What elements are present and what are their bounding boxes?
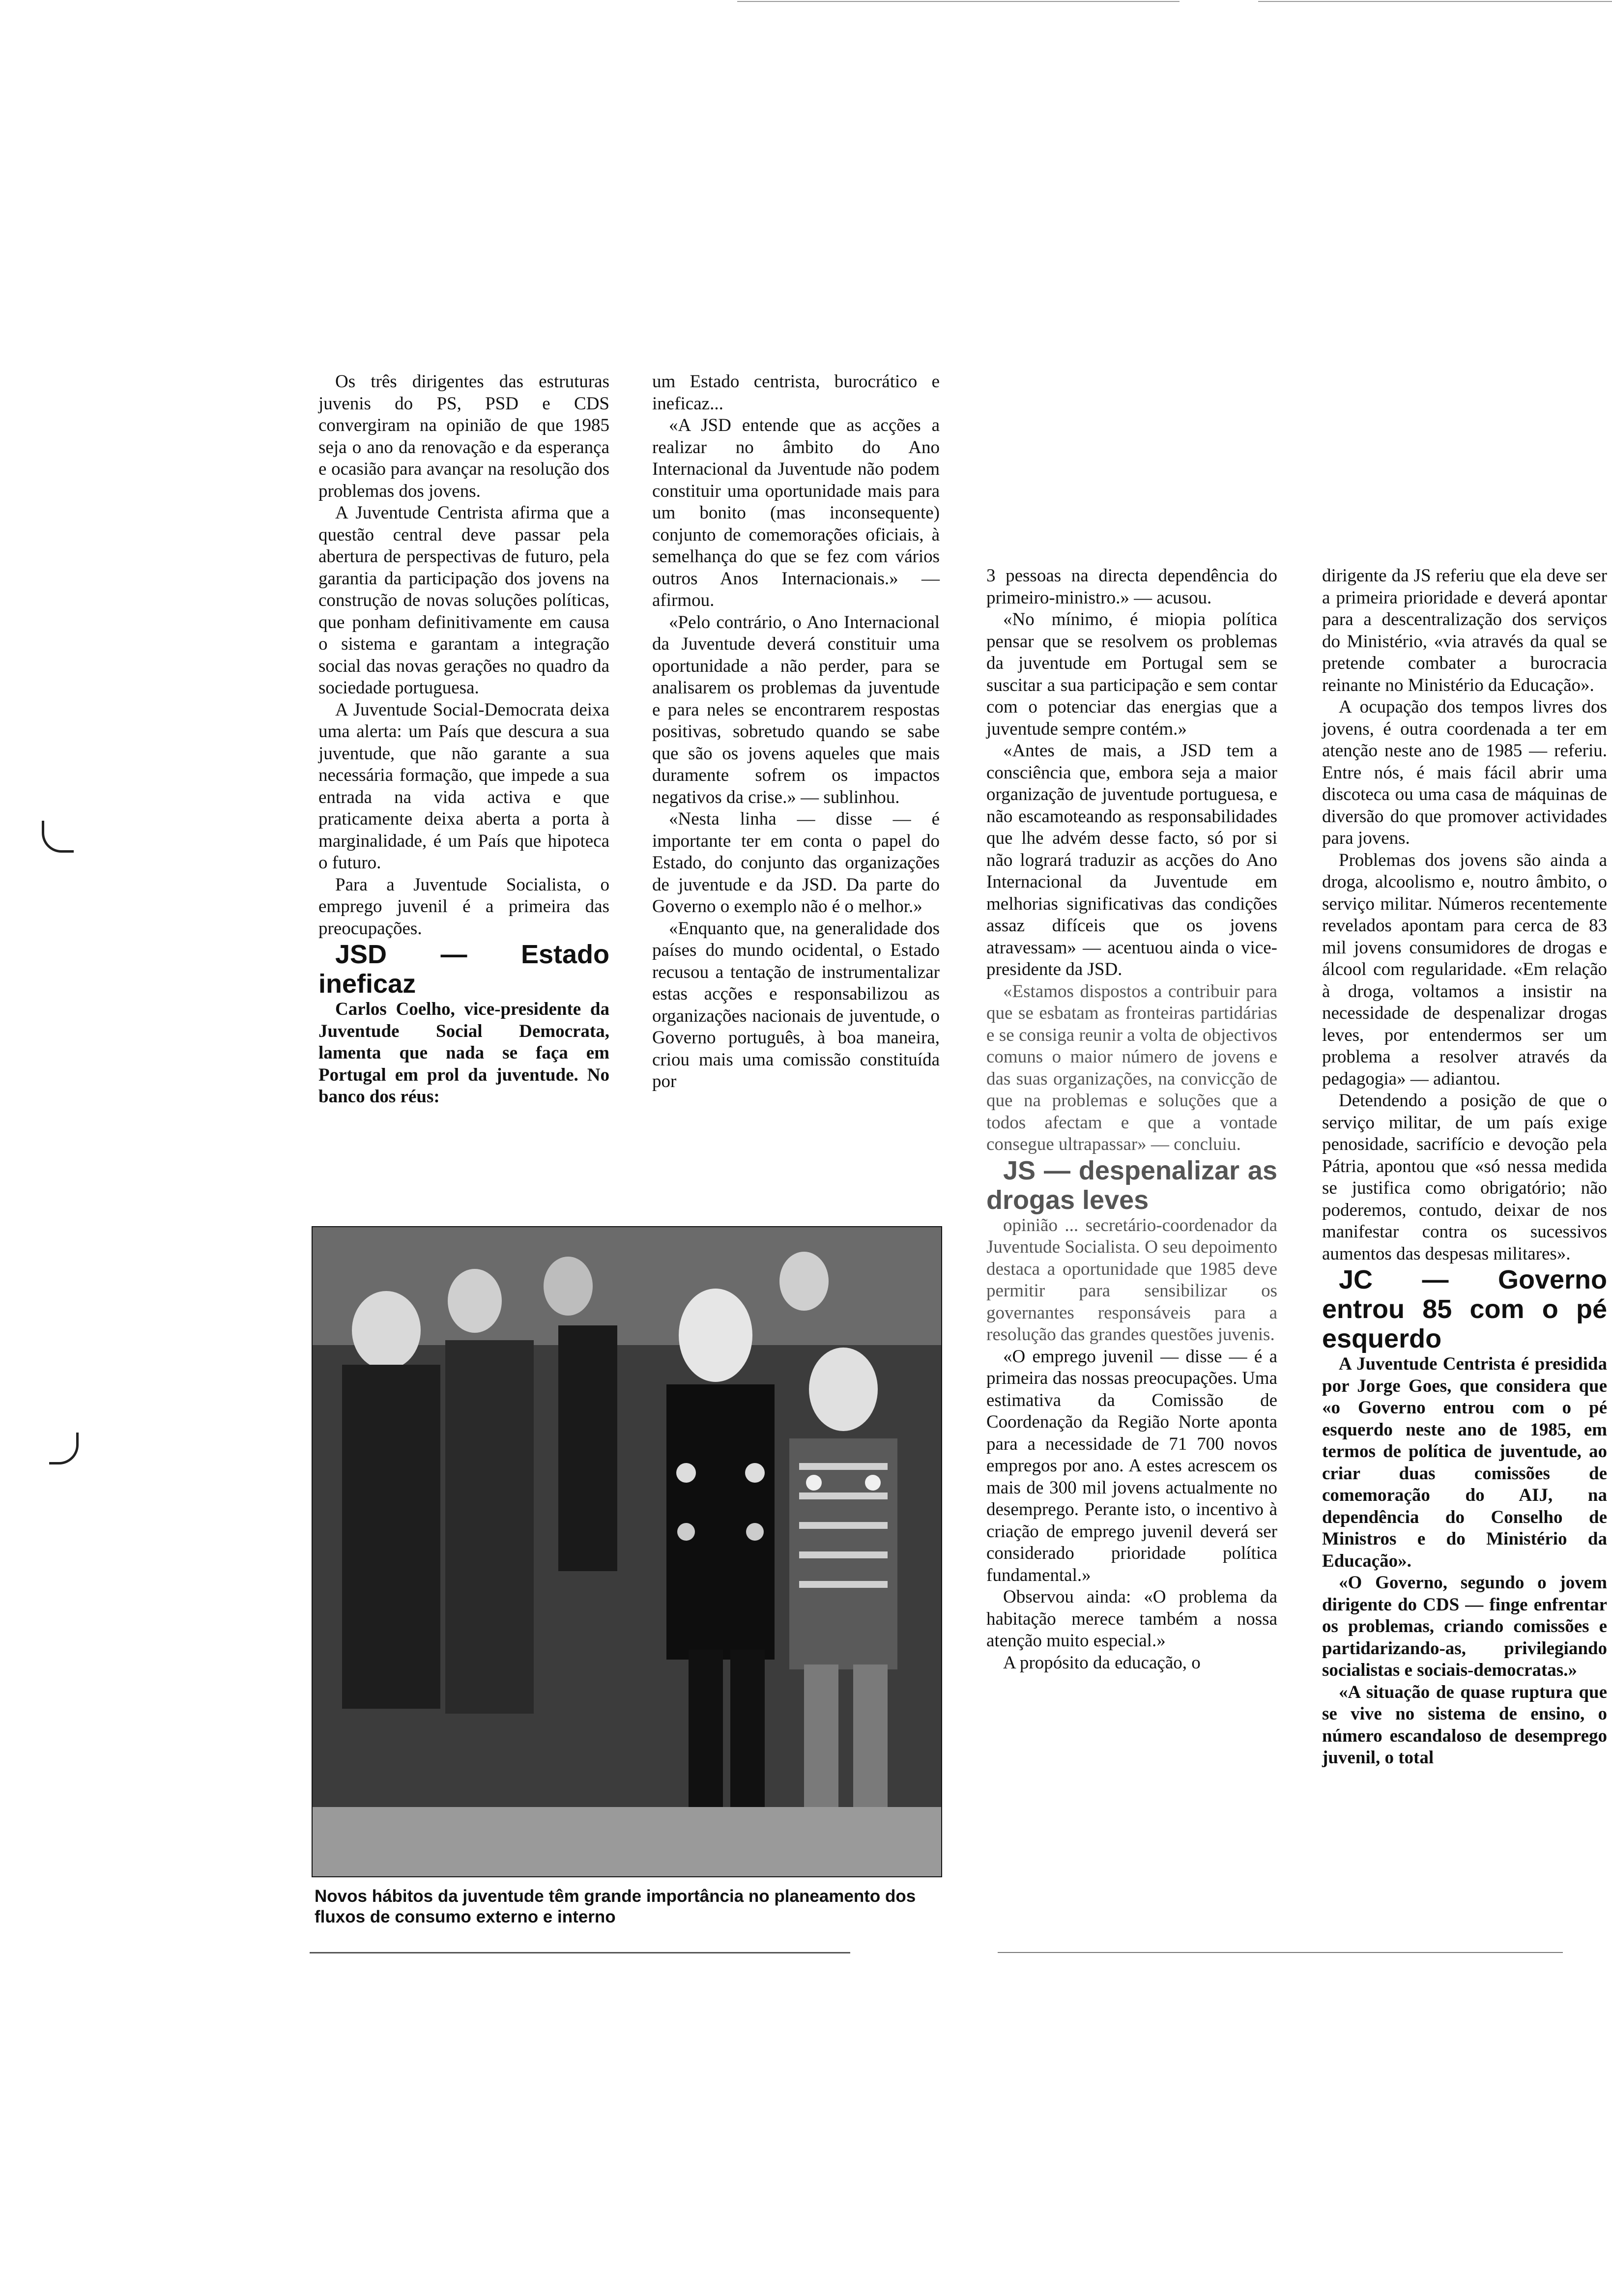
top-rule-right xyxy=(1258,1,1612,2)
column-3 xyxy=(986,565,1277,1674)
col3-paragraph-7: Observou ainda: «O problema da habitação merece também a nossa atenção muito especial.» xyxy=(986,1587,1277,1651)
punch-hole-mark-bottom xyxy=(49,1433,79,1464)
col1-paragraph-2: A Juventude Centrista afirma que a questão central deve passar pela abertura de perspectivas de futuro, pela garantia da participação dos jovens na construção de novas soluções políticas, que ponham definitivamente em causa o sistema e garantam a integração social das novas gerações no quadro da sociedade portuguesa. xyxy=(318,503,609,698)
col3-paragraph-8: A propósito da educação, o xyxy=(1003,1652,1201,1673)
col4-paragraph-6: «O Governo, segundo o jovem dirigente do CDS — finge enfrentar os problemas, criando comissões e partidarizando-as, privilegiando socialistas e sociais-democratas.» xyxy=(1322,1573,1607,1680)
col4-paragraph-2: A ocupação dos tempos livres dos jovens, é outra coordenada a ter em atenção neste ano de 1985 — referiu. Entre nós, é mais fácil abrir uma discoteca ou uma casa de máquinas de diversão do que promover actividades para jovens. xyxy=(1322,697,1607,848)
col3-paragraph-4: «Estamos dispostos a contribuir para que se esbatam as fronteiras partidárias e se consiga reunir a volta de objectivos comuns o maior número de jovens e das suas organizações, na convicção de que na problemas e soluções que a todos afectam e que a vontade consegue ultrapassar» — concluiu. xyxy=(986,981,1277,1154)
col3-paragraph-5: opinião ... secretário-coordenador da Juventude Socialista. O seu depoimento destaca a oportunidade que 1985 deve permitir para sensibilizar os governantes responsáveis para a resolução das grandes questões juvenis. xyxy=(986,1215,1277,1345)
col1-paragraph-4: Para a Juventude Socialista, o emprego juvenil é a primeira das preocupações. xyxy=(318,874,609,939)
col4-paragraph-4: Detendendo a posição de que o serviço militar, de um país exige penosidade, sacrifício e devoção pela Pátria, apontou que «só nessa medida se justifica como obrigatório; não poderemos, contudo, deixar de nos manifestar contra os sucessivos aumentos das despesas militares». xyxy=(1322,1091,1607,1264)
heading-jsd: JSD — Estado ineficaz xyxy=(318,940,609,999)
col4-paragraph-7: «A situação de quase ruptura que se vive no sistema de ensino, o número escandaloso de desemprego juvenil, o total xyxy=(1322,1682,1607,1768)
heading-jc: JC — Governo entrou 85 com o pé esquerdo xyxy=(1322,1265,1607,1353)
bottom-rule-left xyxy=(310,1952,850,1953)
photo-caption: Novos hábitos da juventude têm grande importância no planeamento dos fluxos de consumo externo e interno xyxy=(315,1887,916,1926)
photo-youth-group xyxy=(313,1227,942,1877)
heading-js: JS — despenalizar as drogas leves xyxy=(986,1155,1277,1215)
punch-hole-mark-top xyxy=(42,821,74,853)
top-rule-left xyxy=(737,1,1180,2)
column-4 xyxy=(1322,565,1607,1769)
col2-paragraph-3: «Pelo contrário, o Ano Internacional da Juventude deverá constituir uma oportunidade a não perder, para se analisarem os problemas da juventude e para neles se encontrarem respostas positivas, sobretudo quando se sabe que são os jovens aqueles que mais duramente sofrem os impactos negativos da crise.» — sublinhou. xyxy=(652,612,940,807)
col3-paragraph-3: «Antes de mais, a JSD tem a consciência que, embora seja a maior organização de juventude portuguesa, e não escamoteando as responsabilidades que lhe advém desse facto, só por si não logrará traduzir as acções do Ano Internacional da Juventude em melhorias significativas das condições assaz difíceis que os jovens atravessam» — acentuou ainda o vice-presidente da JSD. xyxy=(986,741,1277,979)
col4-paragraph-1: dirigente da JS referiu que ela deve ser a primeira prioridade e deverá apontar para a descentralização dos serviços do Ministério, «via através da qual se pretende combater a burocracia reinante no Ministério da Educação». xyxy=(1322,566,1607,695)
column-1 xyxy=(318,371,609,1108)
col4-paragraph-3: Problemas dos jovens são ainda a droga, alcoolismo e, noutro âmbito, o serviço militar. Números recentemente revelados apontam para cerca de 83 mil jovens consumidores de drogas e álcool com regularidade. «Em relação à droga, voltamos a insistir na necessidade de despenalizar drogas leves, por entendermos ser um problema a resolver através da pedagogia» — adiantou. xyxy=(1322,850,1607,1089)
col1-paragraph-5: Carlos Coelho, vice-presidente da Juventude Social Democrata, lamenta que nada se faça em Portugal em prol da juventude. No banco dos réus: xyxy=(318,999,609,1107)
col1-paragraph-1: Os três dirigentes das estruturas juvenis do PS, PSD e CDS convergiram na opinião de que 1985 seja o ano da renovação e da esperança e ocasião para avançar na resolução dos problemas dos jovens. xyxy=(318,372,609,501)
col2-paragraph-4: «Nesta linha — disse — é importante ter em conta o papel do Estado, do conjunto das organizações de juventude e da JSD. Da parte do Governo o exemplo não é o melhor.» xyxy=(652,809,940,917)
column-2 xyxy=(652,371,940,1093)
col4-paragraph-5: A Juventude Centrista é presidida por Jorge Goes, que considera que «o Governo entrou com o pé esquerdo neste ano de 1985, em termos de política de juventude, ao criar duas comissões de comemoração do AIJ, na dependência do Conselho de Ministros e do Ministério da Educação». xyxy=(1322,1354,1607,1571)
news-photo xyxy=(312,1226,942,1877)
col2-paragraph-2: «A JSD entende que as acções a realizar no âmbito do Ano Internacional da Juventude não podem constituir uma oportunidade mais para um bonito (mas inconsequente) conjunto de comemorações oficiais, à semelhança do que se fez com vários outros Anos Internacionais.» — afirmou. xyxy=(652,415,940,610)
col3-paragraph-6: «O emprego juvenil — disse — é a primeira das nossas preocupações. Uma estimativa da Comissão de Coordenação da Região Norte aponta para a necessidade de 71 700 novos empregos por ano. A estes acrescem os mais de 300 mil jovens actualmente no desemprego. Perante isto, o incentivo à criação de emprego juvenil deverá ser considerado prioridade política fundamental.» xyxy=(986,1346,1277,1585)
col3-paragraph-1: 3 pessoas na directa dependência do primeiro-ministro.» — acusou. xyxy=(986,566,1277,608)
bottom-rule-right xyxy=(998,1952,1563,1953)
col3-paragraph-2: «No mínimo, é miopia política pensar que se resolvem os problemas da juventude em Portugal sem se suscitar a sua participação e sem contar com o potenciar das energias que a juventude sempre contém.» xyxy=(986,609,1277,739)
col2-paragraph-1: um Estado centrista, burocrático e ineficaz... xyxy=(652,372,940,414)
col1-paragraph-3: A Juventude Social-Democrata deixa uma alerta: um País que descura a sua juventude, que não garante a sua necessária formação, que impede a sua entrada na vida activa e que praticamente deixa aberta a porta à marginalidade, é um País que hipoteca o futuro. xyxy=(318,699,609,873)
col2-paragraph-5: «Enquanto que, na generalidade dos países do mundo ocidental, o Estado recusou a tentação de instrumentalizar estas acções e responsabilizou as organizações nacionais de juventude, o Governo português, à boa maneira, criou mais uma comissão constituída por xyxy=(652,918,940,1091)
